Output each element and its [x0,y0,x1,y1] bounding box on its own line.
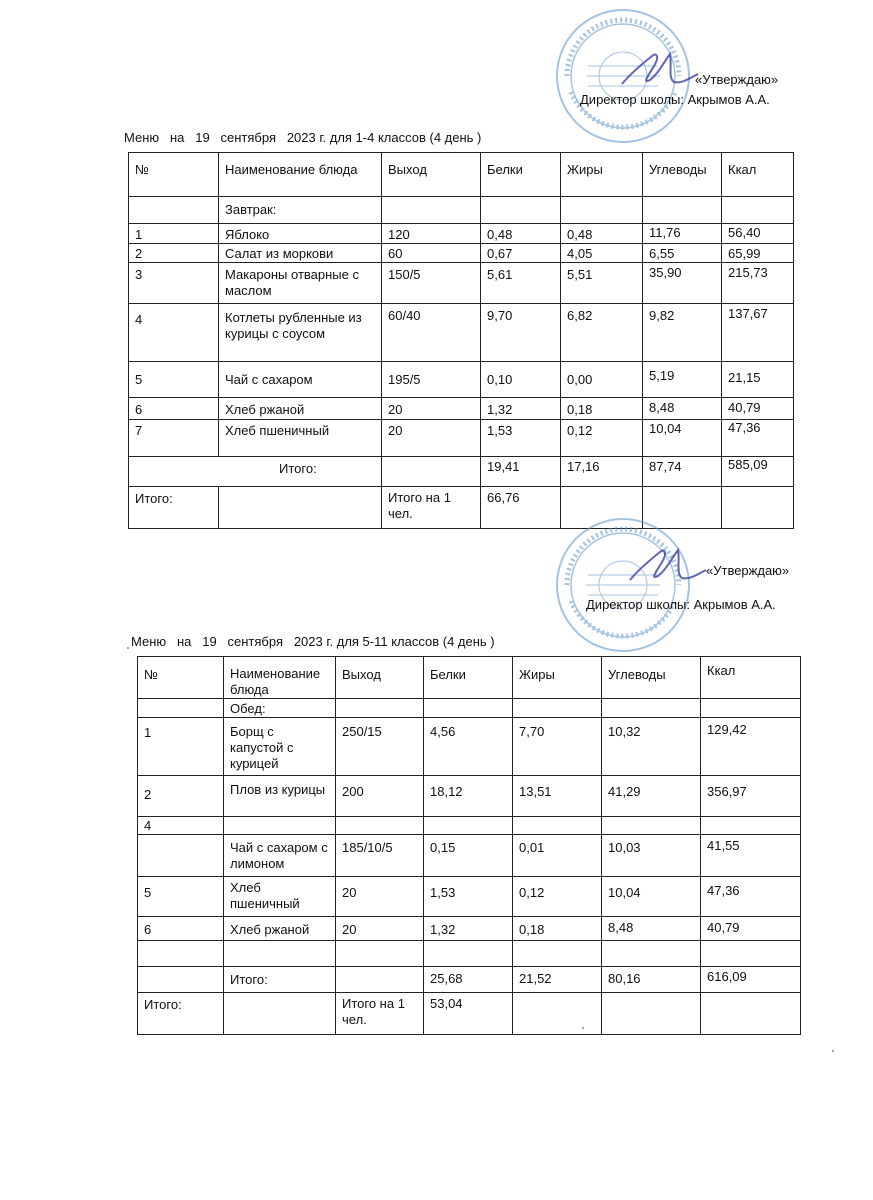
section-row [138,699,801,718]
cell-protein: 0,48 [481,224,561,244]
table-header-row [129,153,794,197]
column-header: Белки [424,657,513,699]
cell-number: 1 [138,718,224,776]
table-row [129,224,794,244]
cell-fat: 0,01 [513,835,602,877]
cell-kcal: 21,15 [722,362,794,398]
per-person-label: Итого: [129,487,219,529]
cell-carbs: 8,48 [602,917,701,941]
cell-fat: 7,70 [513,718,602,776]
menu2-table [137,656,801,1035]
column-header: Белки [481,153,561,197]
cell-dish: Салат из моркови [219,244,382,263]
column-header: Жиры [513,657,602,699]
per-person-label: Итого: [138,993,224,1035]
table-row [138,817,801,835]
cell-kcal: 47,36 [701,877,801,917]
total-kcal: 616,09 [701,967,801,993]
section-row [129,197,794,224]
cell-protein: 1,53 [424,877,513,917]
cell-kcal: 356,97 [701,776,801,817]
cell-protein: 1,32 [481,398,561,420]
cell-protein: 18,12 [424,776,513,817]
cell-fat: 0,18 [513,917,602,941]
scan-speck [582,1027,584,1029]
per-person-row [129,487,794,529]
cell-protein: 0,67 [481,244,561,263]
table-row [138,718,801,776]
cell-carbs: 9,82 [643,304,722,362]
approval-title: «Утверждаю» [695,72,779,87]
scan-speck [127,647,129,649]
cell-kcal: 47,36 [722,420,794,457]
cell-protein: 0,10 [481,362,561,398]
cell-yield: 185/10/5 [336,835,424,877]
table-row [129,362,794,398]
column-header: № [129,153,219,197]
total-label: Итого: [224,967,336,993]
cell-dish: Хлеб ржаной [224,917,336,941]
column-header: Выход [382,153,481,197]
table-row [138,877,801,917]
total-row [129,457,794,487]
cell-dish: Чай с сахаром с лимоном [224,835,336,877]
cell-kcal: 137,67 [722,304,794,362]
cell-yield: 60/40 [382,304,481,362]
cell-protein: 4,56 [424,718,513,776]
cell-yield: 20 [382,420,481,457]
cell-number: 5 [129,362,219,398]
cell-fat: 5,51 [561,263,643,304]
per-person-row [138,993,801,1035]
approval-title: «Утверждаю» [706,563,790,578]
cell-carbs: 8,48 [643,398,722,420]
cell-yield: 250/15 [336,718,424,776]
cell-number: 1 [129,224,219,244]
column-header: Ккал [701,657,801,699]
cell-dish: Макароны отварные с маслом [219,263,382,304]
cell-number: 6 [138,917,224,941]
signature-icon [620,540,710,590]
cell-fat: 6,82 [561,304,643,362]
table-row [129,244,794,263]
cell-number: 4 [138,817,224,835]
cell-carbs: 10,04 [602,877,701,917]
cell-yield: 120 [382,224,481,244]
total-fat: 21,52 [513,967,602,993]
cell-number: 3 [129,263,219,304]
menu1-table [128,152,794,529]
cell-yield: 195/5 [382,362,481,398]
cell-kcal: 40,79 [701,917,801,941]
cell-fat: 13,51 [513,776,602,817]
per-person-value: 66,76 [481,487,561,529]
column-header: Выход [336,657,424,699]
table-header-row [138,657,801,699]
cell-fat: 0,12 [561,420,643,457]
cell-number: 6 [129,398,219,420]
cell-number: 5 [138,877,224,917]
total-protein: 25,68 [424,967,513,993]
cell-fat: 0,12 [513,877,602,917]
cell-kcal: 41,55 [701,835,801,877]
table-row [129,304,794,362]
cell-dish: Плов из курицы [224,776,336,817]
cell-carbs: 5,19 [643,362,722,398]
cell-carbs: 11,76 [643,224,722,244]
total-label: Итого: [129,457,382,487]
cell-number: 2 [129,244,219,263]
cell-carbs: 10,03 [602,835,701,877]
cell-yield: 20 [336,877,424,917]
section-label: Завтрак: [219,197,382,224]
total-row [138,967,801,993]
column-header: Углеводы [602,657,701,699]
cell-carbs: 10,32 [602,718,701,776]
cell-yield: 20 [382,398,481,420]
column-header: Углеводы [643,153,722,197]
cell-fat: 4,05 [561,244,643,263]
menu2-title: Меню на 19 сентября 2023 г. для 5-11 классов (4 день ) [131,634,495,649]
signature-icon [612,44,702,94]
cell-carbs: 6,55 [643,244,722,263]
section-label: Обед: [224,699,336,718]
table-row [129,263,794,304]
column-header: Наименование блюда [224,657,336,699]
approval-director: Директор школы: Акрымов А.А. [586,597,776,612]
menu1-title: Меню на 19 сентября 2023 г. для 1-4 классов (4 день ) [124,130,482,145]
cell-protein: 0,15 [424,835,513,877]
table-row [138,917,801,941]
total-kcal: 585,09 [722,457,794,487]
cell-fat: 0,18 [561,398,643,420]
cell-number: 4 [129,304,219,362]
table-row [138,776,801,817]
cell-dish: Яблоко [219,224,382,244]
cell-yield: 150/5 [382,263,481,304]
cell-dish: Чай с сахаром [219,362,382,398]
scan-speck [832,1050,834,1052]
cell-carbs: 35,90 [643,263,722,304]
table-row [129,420,794,457]
total-carbs: 87,74 [643,457,722,487]
cell-dish: Хлеб ржаной [219,398,382,420]
cell-kcal: 56,40 [722,224,794,244]
table-row [129,398,794,420]
cell-kcal: 215,73 [722,263,794,304]
cell-yield: 200 [336,776,424,817]
cell-protein: 9,70 [481,304,561,362]
cell-protein: 5,61 [481,263,561,304]
total-fat: 17,16 [561,457,643,487]
cell-carbs: 10,04 [643,420,722,457]
column-header: Наименование блюда [219,153,382,197]
cell-kcal: 40,79 [722,398,794,420]
per-person-sublabel: Итого на 1 чел. [382,487,481,529]
approval-director: Директор школы: Акрымов А.А. [580,92,770,107]
cell-dish: Хлеб пшеничный [219,420,382,457]
total-carbs: 80,16 [602,967,701,993]
cell-number: 2 [138,776,224,817]
table-row [138,941,801,967]
column-header: Ккал [722,153,794,197]
column-header: № [138,657,224,699]
cell-dish: Борщ с капустой с курицей [224,718,336,776]
per-person-value: 53,04 [424,993,513,1035]
cell-yield: 20 [336,917,424,941]
cell-kcal: 129,42 [701,718,801,776]
cell-dish: Хлеб пшеничный [224,877,336,917]
cell-number: 7 [129,420,219,457]
cell-yield: 60 [382,244,481,263]
total-protein: 19,41 [481,457,561,487]
cell-protein: 1,32 [424,917,513,941]
column-header: Жиры [561,153,643,197]
cell-carbs: 41,29 [602,776,701,817]
cell-protein: 1,53 [481,420,561,457]
per-person-sublabel: Итого на 1 чел. [336,993,424,1035]
cell-kcal: 65,99 [722,244,794,263]
cell-fat: 0,00 [561,362,643,398]
cell-fat: 0,48 [561,224,643,244]
table-row [138,835,801,877]
cell-dish: Котлеты рубленные из курицы с соусом [219,304,382,362]
